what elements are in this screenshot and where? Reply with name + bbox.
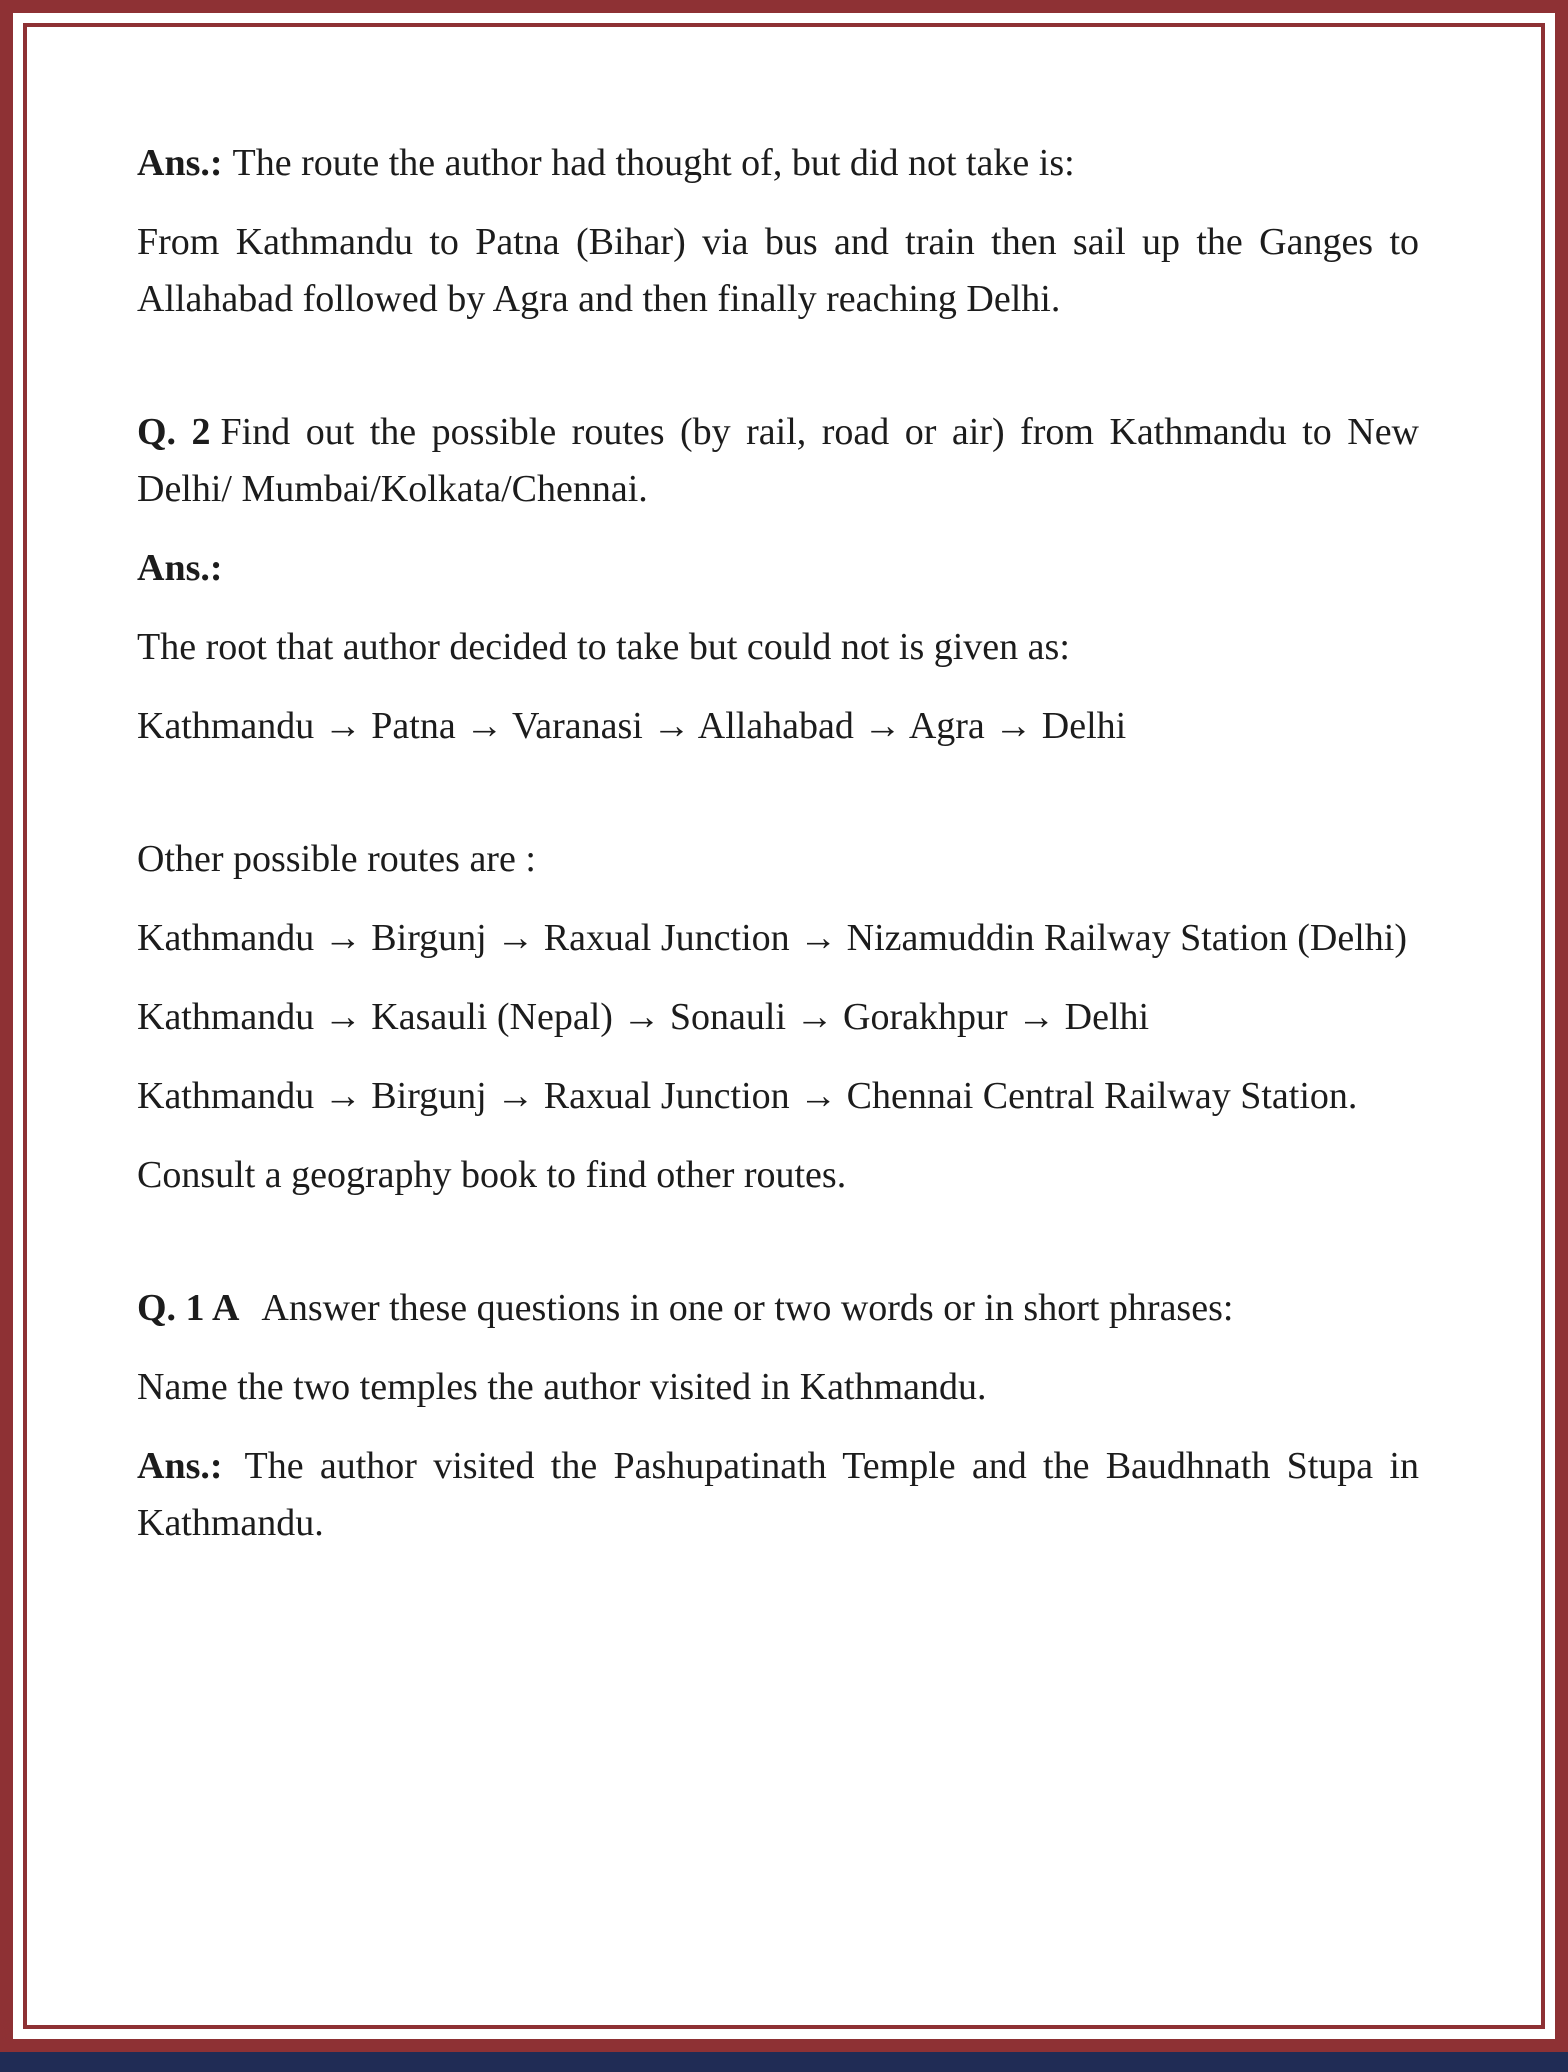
route3-text: Kathmandu → Birgunj → Raxual Junction → Chennai Central Railway Station. (137, 1075, 1358, 1117)
paragraph-temples-question (137, 1359, 1419, 1416)
paragraph-consult-note (137, 1147, 1419, 1204)
ans1-text: The route the author had thought of, but did not take is: (232, 142, 1075, 184)
paragraph-route-description (137, 214, 1419, 328)
document-content-area (23, 23, 1545, 2029)
temples-question-text: Name the two temples the author visited in Kathmandu. (137, 1366, 987, 1408)
ans3-label: Ans.: (137, 1445, 223, 1487)
q2-label: Q. 2 (137, 411, 211, 453)
q1a-label: Q. 1 A (137, 1287, 240, 1329)
ans3-text: The author visited the Pashupatinath Temple and the Baudhnath Stupa in Kathmandu. (137, 1445, 1419, 1544)
paragraph-main-route (137, 698, 1419, 755)
paragraph-route2 (137, 989, 1419, 1046)
paragraph-q1a (137, 1280, 1419, 1337)
paragraph-ans2 (137, 540, 1419, 597)
paragraph-root-intro (137, 619, 1419, 676)
ans2-label: Ans.: (137, 547, 223, 589)
paragraph-other-routes-heading (137, 831, 1419, 888)
q1a-text: Answer these questions in one or two words or in short phrases: (261, 1287, 1234, 1329)
q2-text: Find out the possible routes (by rail, road or air) from Kathmandu to New Delhi/ Mumbai/Kolkata/Chennai. (137, 411, 1420, 510)
paragraph-ans3 (137, 1438, 1419, 1552)
page-bottom-edge-bar (0, 2052, 1568, 2072)
root-intro-text: The root that author decided to take but could not is given as: (137, 626, 1070, 668)
paragraph-route1 (137, 910, 1419, 967)
main-route-text: Kathmandu → Patna → Varanasi → Allahabad → Agra → Delhi (137, 705, 1127, 747)
paragraph-q2 (137, 404, 1419, 518)
paragraph-ans1 (137, 135, 1419, 192)
other-routes-heading-text: Other possible routes are : (137, 838, 536, 880)
route2-text: Kathmandu → Kasauli (Nepal) → Sonauli → Gorakhpur → Delhi (137, 996, 1150, 1038)
consult-note-text: Consult a geography book to find other routes. (137, 1154, 847, 1196)
route1-text: Kathmandu → Birgunj → Raxual Junction → Nizamuddin Railway Station (Delhi) (137, 917, 1408, 959)
paragraph-route3 (137, 1068, 1419, 1125)
route-description-text: From Kathmandu to Patna (Bihar) via bus and train then sail up the Ganges to Allahabad followed by Agra and then finally reaching Delhi. (137, 221, 1419, 320)
ans1-label: Ans.: (137, 142, 223, 184)
